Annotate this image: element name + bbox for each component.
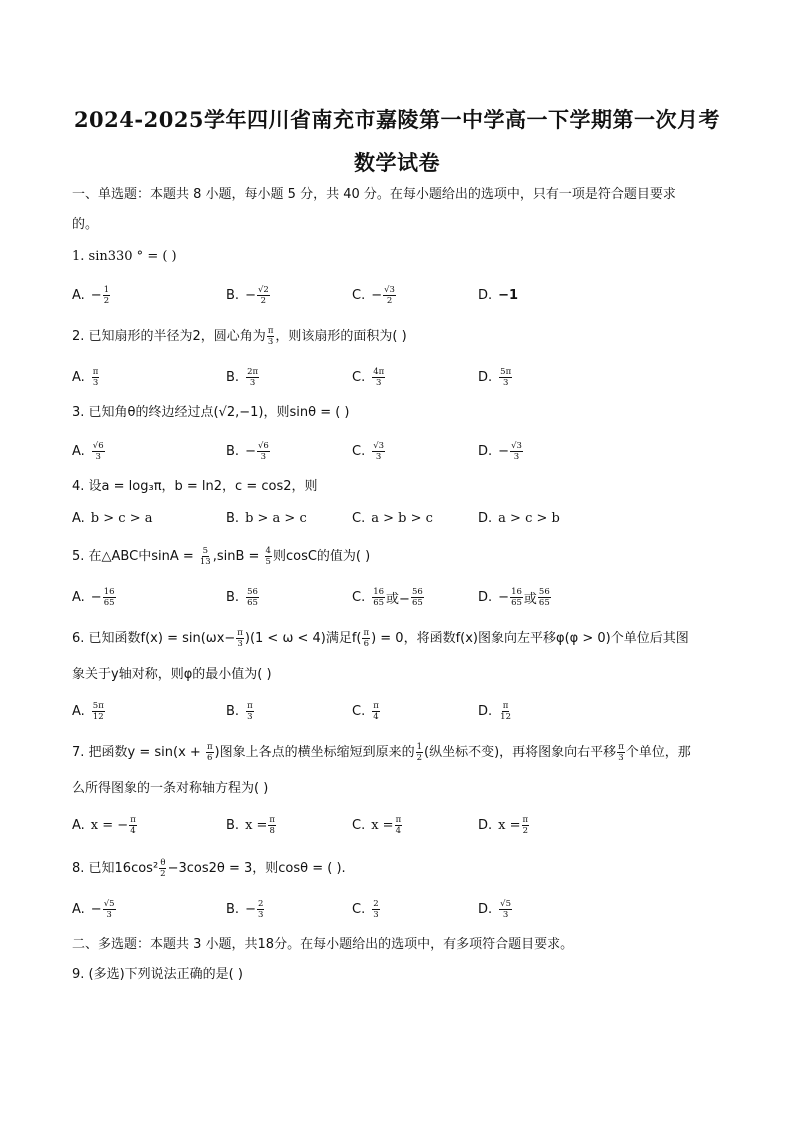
option-d: D. $\frac{\pi}{12}$: [478, 700, 511, 722]
question-4-options: [72, 503, 732, 533]
option-c: C. $\frac{2}{3}$: [352, 898, 379, 920]
option-b: B. $\frac{2\pi}{3}$: [226, 366, 259, 388]
question-3-options: [72, 436, 732, 466]
exam-subtitle: 数学试卷: [354, 150, 440, 175]
option-d: D. x = $\frac{\pi}{2}$: [478, 814, 529, 836]
option-b: B. − $\frac{√2}{2}$: [226, 284, 269, 306]
option-c: C. a > b > c: [352, 510, 433, 526]
question-6-stem: 6. 已知函数f(x) = sin(ωx− $\frac{\pi}{3}$ )(1 < ω < 4)满足f( $\frac{\pi}{6}$ ) = 0，将函数f(x)图象向左平移φ(φ > 0)个单位后其图: [72, 628, 689, 649]
question-7-stem-cont: 么所得图象的一条对称轴方程为( ): [72, 781, 269, 796]
option-a: A. $\frac{\pi}{3}$: [72, 366, 99, 388]
option-d: D. $\frac{√5}{3}$: [478, 898, 511, 920]
section-heading-multi: 二、多选题：本题共 3 小题，共18分。在每小题给出的选项中，有多项符合题目要求。: [72, 937, 574, 952]
option-d: D. −1: [478, 287, 519, 303]
option-c: C. − $\frac{√3}{2}$: [352, 284, 395, 306]
question-2-options: [72, 362, 732, 392]
question-3-stem: 3. 已知角θ的终边经过点(√2,−1)，则sinθ = ( ): [72, 405, 350, 420]
question-5-options: [72, 582, 732, 612]
question-9-stem: 9. (多选)下列说法正确的是( ): [72, 967, 243, 982]
option-d: D. − $\frac{16}{65}$ 或 $\frac{56}{65}$: [478, 586, 550, 608]
option-b: B. x = $\frac{\pi}{8}$: [226, 814, 276, 836]
option-a: A. x = − $\frac{\pi}{4}$: [72, 814, 136, 836]
option-b: B. $\frac{\pi}{3}$: [226, 700, 253, 722]
section-heading-single: 一、单选题：本题共 8 小题，每小题 5 分，共 40 分。在每小题给出的选项中，只有一项是符合题目要求: [72, 187, 676, 202]
option-c: C. x = $\frac{\pi}{4}$: [352, 814, 402, 836]
question-7-options: [72, 810, 732, 840]
option-b: B. b > a > c: [226, 510, 307, 526]
option-c: C. $\frac{4\pi}{3}$: [352, 366, 385, 388]
question-7-stem: 7. 把函数y = sin(x + $\frac{\pi}{6}$ )图象上各点的横坐标缩短到原来的 $\frac{1}{2}$ (纵坐标不变)，再将图象向右平移 $\frac{\pi}{3}$ 个单位，那: [72, 742, 691, 763]
option-a: A. − $\frac{√5}{3}$: [72, 898, 115, 920]
exam-title: 2024-2025学年四川省南充市嘉陵第一中学高一下学期第一次月考: [73, 107, 721, 132]
option-c: C. $\frac{√3}{3}$: [352, 440, 385, 462]
question-2-stem: 2. 已知扇形的半径为2，圆心角为 $\frac{\pi}{3}$ ，则该扇形的面积为( ): [72, 326, 407, 347]
option-c: C. $\frac{16}{65}$ 或− $\frac{56}{65}$: [352, 586, 423, 608]
option-a: A. − $\frac{1}{2}$: [72, 284, 110, 306]
option-a: A. $\frac{√6}{3}$: [72, 440, 104, 462]
section-heading-single-cont: 的。: [72, 217, 99, 232]
question-1-stem: 1. sin330 ° = ( ): [72, 249, 177, 264]
option-b: B. − $\frac{2}{3}$: [226, 898, 264, 920]
question-4-stem: 4. 设a = log₃π，b = ln2，c = cos2，则: [72, 479, 318, 494]
question-6-options: [72, 696, 732, 726]
option-b: B. $\frac{56}{65}$: [226, 586, 258, 608]
option-d: D. $\frac{5\pi}{3}$: [478, 366, 512, 388]
question-8-stem: 8. 已知16cos² $\frac{\theta}{2}$ −3cos2θ = 3，则cosθ = ( ).: [72, 858, 346, 879]
question-8-options: [72, 894, 732, 924]
option-a: A. b > c > a: [72, 510, 153, 526]
question-1-options: [72, 280, 732, 310]
option-d: D. a > c > b: [478, 510, 560, 526]
question-6-stem-cont: 象关于y轴对称，则φ的最小值为( ): [72, 667, 272, 682]
option-b: B. − $\frac{√6}{3}$: [226, 440, 269, 462]
question-5-stem: 5. 在△ABC中sinA = $\frac{5}{13}$ ,sinB = $\frac{4}{5}$ 则cosC的值为( ): [72, 546, 371, 567]
option-a: A. − $\frac{16}{65}$: [72, 586, 115, 608]
option-c: C. $\frac{\pi}{4}$: [352, 700, 379, 722]
option-a: A. $\frac{5\pi}{12}$: [72, 700, 104, 722]
option-d: D. − $\frac{√3}{3}$: [478, 440, 522, 462]
